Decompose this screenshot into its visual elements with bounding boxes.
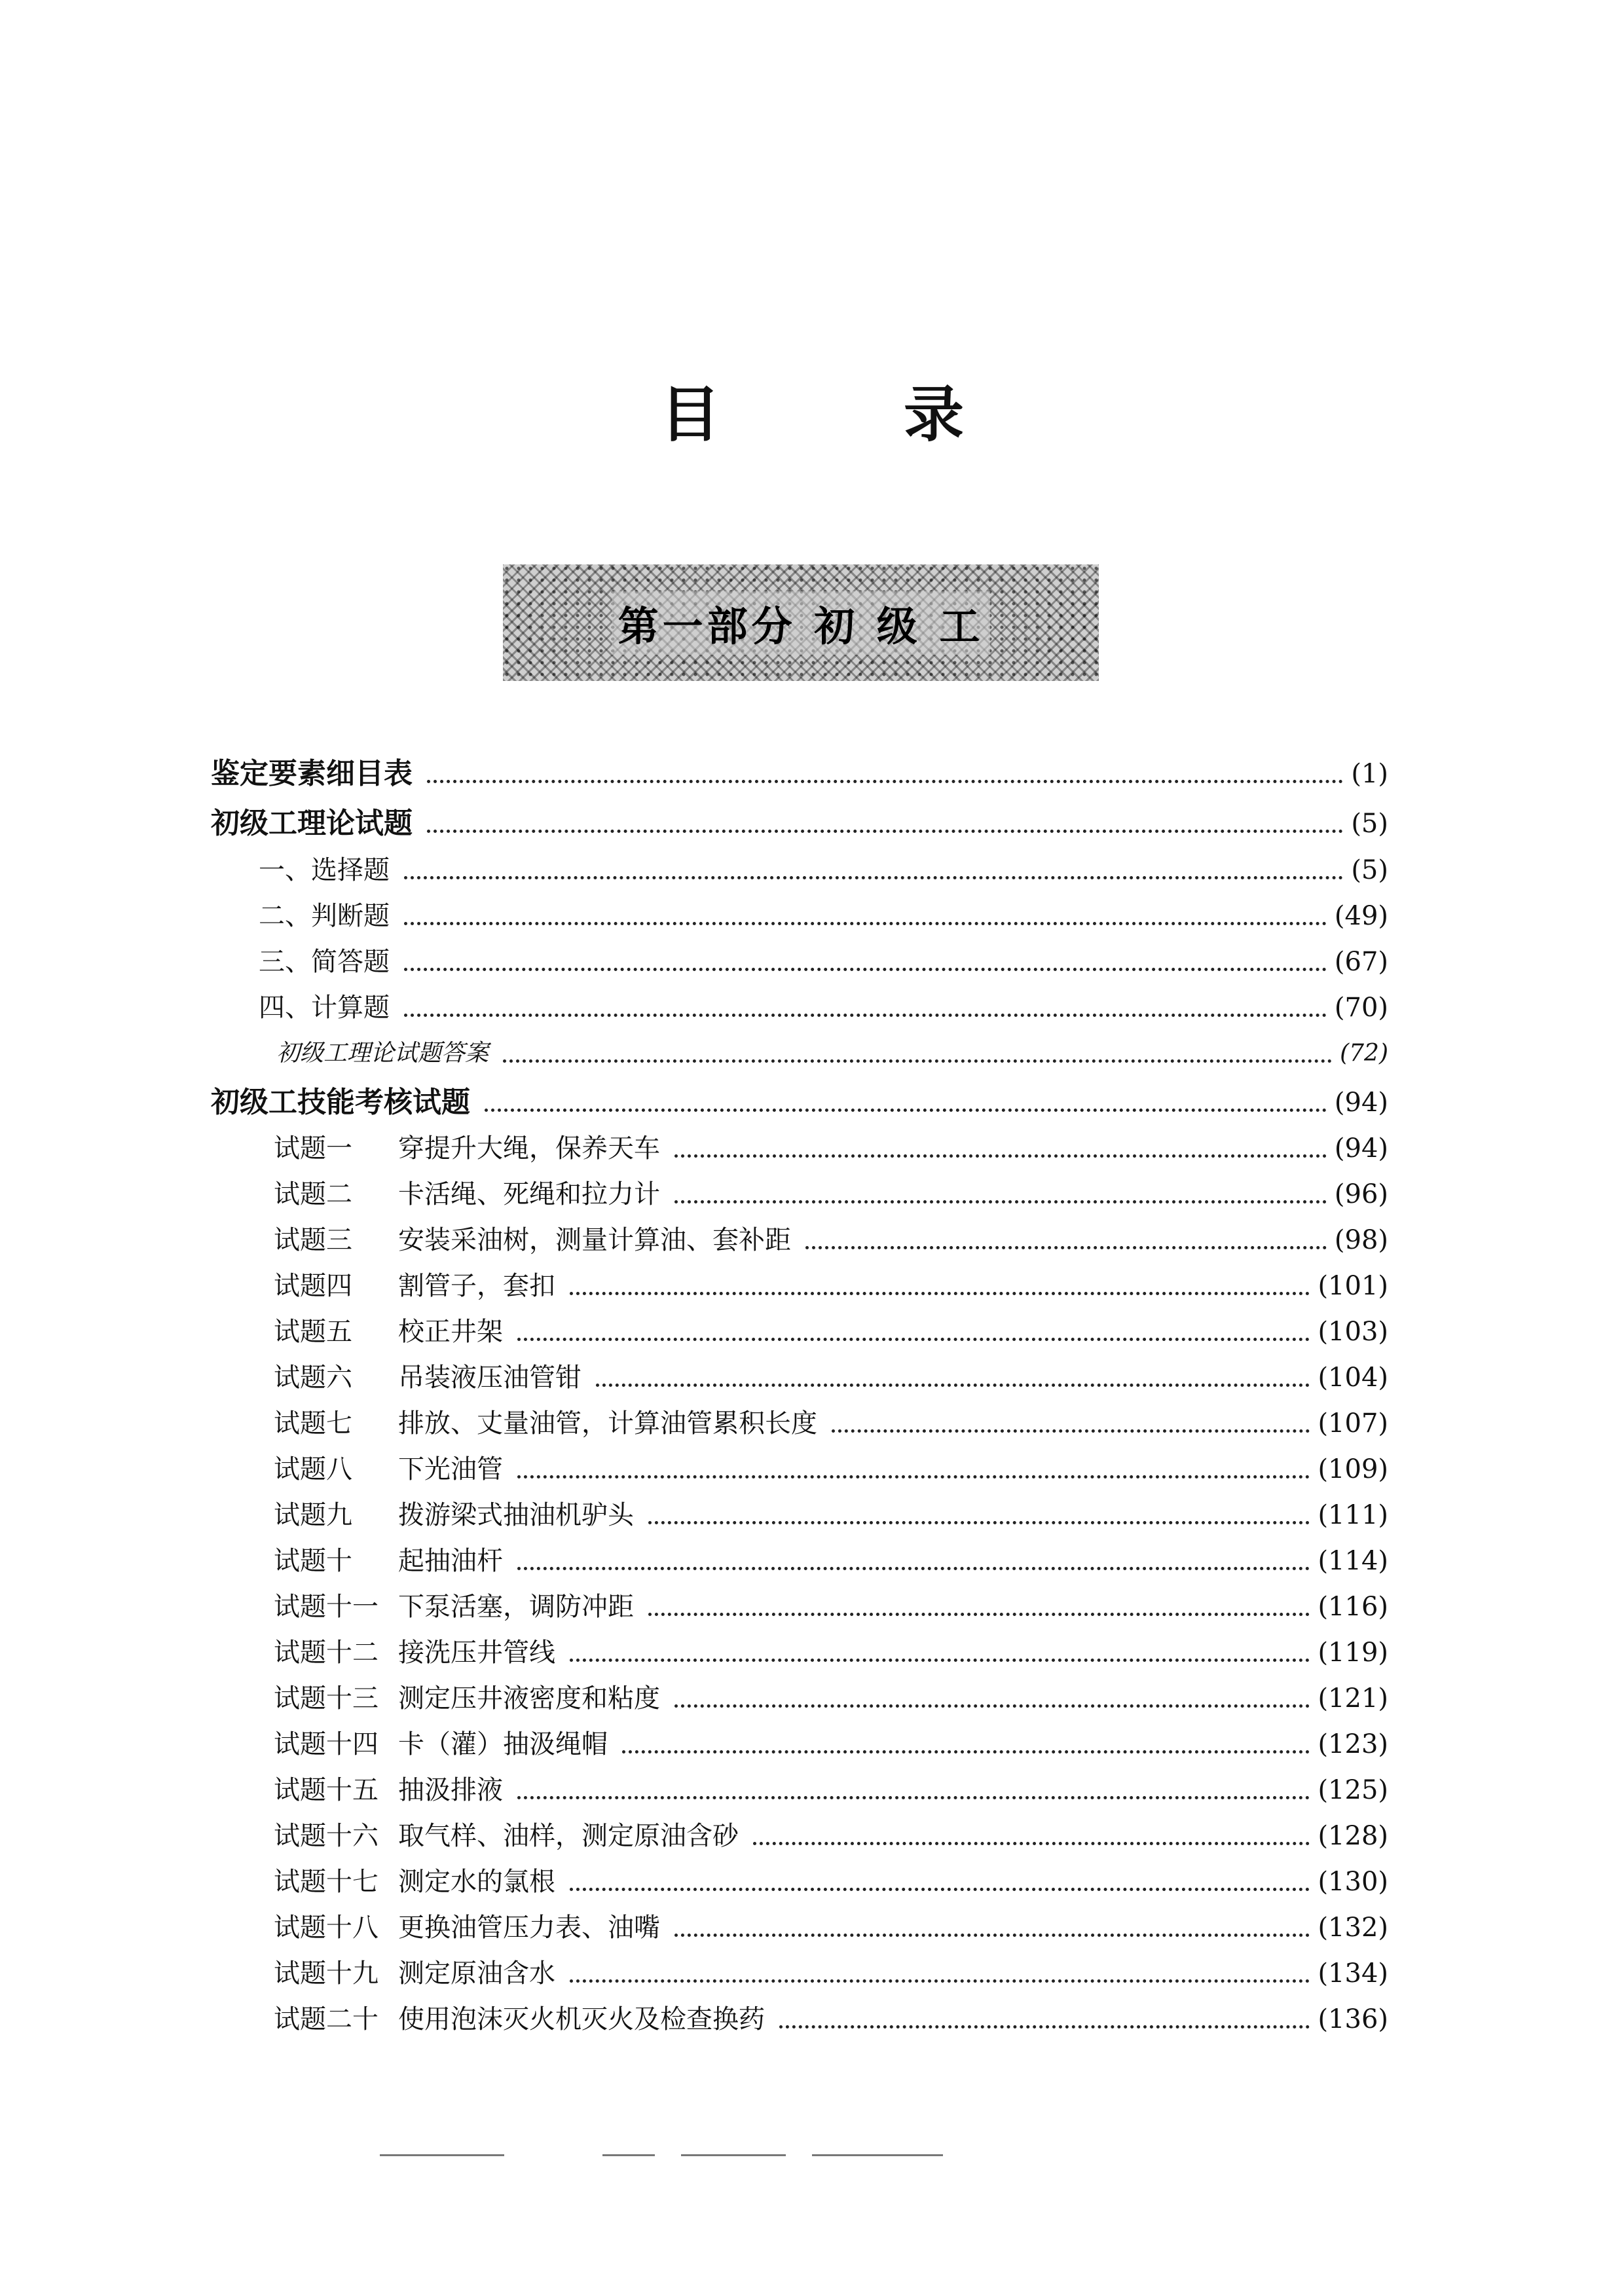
toc-entry-page: (5) — [1351, 809, 1388, 839]
test-number: 试题六 — [274, 1363, 352, 1393]
part-banner-label: 第一部分 初 级 工 — [612, 591, 991, 655]
dot-leader — [404, 922, 1327, 925]
toc-entry[interactable] — [259, 849, 1388, 889]
test-entry[interactable] — [274, 1723, 1388, 1763]
dot-leader — [832, 1429, 1310, 1433]
toc-entry-page: (94) — [1334, 1088, 1388, 1118]
test-number: 试题十五 — [274, 1775, 378, 1805]
test-entry[interactable] — [274, 1403, 1388, 1442]
dot-leader — [404, 876, 1343, 879]
dot-leader — [570, 1979, 1310, 1983]
test-title: 校正井架 — [398, 1317, 503, 1347]
dot-leader — [753, 1842, 1310, 1845]
test-title: 下泵活塞，调防冲距 — [398, 1592, 634, 1622]
test-page: (125) — [1318, 1775, 1388, 1805]
test-entry[interactable] — [274, 1861, 1388, 1900]
test-entry[interactable] — [274, 1219, 1388, 1258]
dot-leader — [503, 1059, 1332, 1063]
dot-leader — [570, 1659, 1310, 1662]
toc-entry[interactable] — [211, 1082, 1388, 1121]
dot-leader — [427, 780, 1343, 783]
test-entry[interactable] — [274, 1311, 1388, 1350]
toc-entry[interactable] — [211, 803, 1388, 842]
toc-entry-page: (1) — [1351, 759, 1388, 789]
test-page: (119) — [1318, 1638, 1388, 1668]
toc-entry-page: (49) — [1334, 901, 1388, 931]
test-entry[interactable] — [274, 1815, 1388, 1854]
test-title: 使用泡沫灭火机灭火及检查换药 — [398, 2004, 765, 2034]
test-title: 安装采油树，测量计算油、套补距 — [398, 1225, 791, 1255]
toc-entry-page: (67) — [1334, 947, 1388, 977]
dot-leader — [517, 1796, 1310, 1799]
scan-artifact — [380, 2154, 943, 2162]
toc-entry-page: (70) — [1334, 993, 1388, 1023]
test-entry[interactable] — [274, 1173, 1388, 1213]
test-title: 排放、丈量油管，计算油管累积长度 — [398, 1408, 817, 1439]
test-page: (123) — [1318, 1729, 1388, 1759]
test-page: (94) — [1334, 1133, 1388, 1164]
test-number: 试题一 — [274, 1133, 352, 1164]
dot-leader — [570, 1888, 1310, 1891]
test-title: 测定压井液密度和粘度 — [398, 1683, 660, 1714]
dot-leader — [517, 1475, 1310, 1478]
test-entry[interactable] — [274, 1953, 1388, 1992]
toc-entry-label: 一、选择题 — [259, 855, 390, 885]
test-number: 试题四 — [274, 1271, 352, 1301]
test-page: (101) — [1318, 1271, 1388, 1301]
test-page: (109) — [1318, 1454, 1388, 1484]
dot-leader — [779, 2025, 1310, 2029]
toc-entry[interactable] — [276, 1033, 1388, 1072]
test-number: 试题十三 — [274, 1683, 378, 1714]
test-page: (103) — [1318, 1317, 1388, 1347]
test-number: 试题十八 — [274, 1913, 378, 1943]
test-entry[interactable] — [274, 1586, 1388, 1625]
test-number: 试题五 — [274, 1317, 352, 1347]
test-number: 试题七 — [274, 1408, 352, 1439]
test-page: (107) — [1318, 1408, 1388, 1439]
test-page: (132) — [1318, 1913, 1388, 1943]
test-page: (130) — [1318, 1867, 1388, 1897]
test-number: 试题十一 — [274, 1592, 378, 1622]
toc-entry-label: 二、判断题 — [259, 901, 390, 931]
test-title: 起抽油杆 — [398, 1546, 503, 1576]
toc-entry-label: 三、简答题 — [259, 947, 390, 977]
dot-leader — [596, 1384, 1310, 1387]
toc-entry-label: 四、计算题 — [259, 993, 390, 1023]
test-title: 下光油管 — [398, 1454, 503, 1484]
test-page: (134) — [1318, 1958, 1388, 1989]
test-number: 试题八 — [274, 1454, 352, 1484]
test-title: 抽汲排液 — [398, 1775, 503, 1805]
test-entry[interactable] — [274, 1540, 1388, 1579]
test-entry[interactable] — [274, 1265, 1388, 1304]
test-number: 试题九 — [274, 1500, 352, 1530]
test-number: 试题十六 — [274, 1821, 378, 1851]
dot-leader — [404, 1014, 1327, 1017]
test-number: 试题十二 — [274, 1638, 378, 1668]
test-number: 试题二 — [274, 1179, 352, 1209]
test-title: 测定水的氯根 — [398, 1867, 555, 1897]
dot-leader — [648, 1521, 1310, 1524]
test-page: (114) — [1318, 1546, 1388, 1576]
toc-entry-label: 初级工技能考核试题 — [211, 1086, 470, 1119]
test-title: 卡（灌）抽汲绳帽 — [398, 1729, 608, 1759]
test-number: 试题十九 — [274, 1958, 378, 1989]
test-entry[interactable] — [274, 1907, 1388, 1946]
test-title: 拨游梁式抽油机驴头 — [398, 1500, 634, 1530]
toc-entry-page: (72) — [1340, 1040, 1388, 1067]
test-page: (98) — [1334, 1225, 1388, 1255]
dot-leader — [648, 1613, 1310, 1616]
toc-entry[interactable] — [259, 987, 1388, 1026]
test-title: 测定原油含水 — [398, 1958, 555, 1989]
test-title: 割管子，套扣 — [398, 1271, 555, 1301]
page-title-char-2: 录 — [904, 380, 965, 450]
toc-entry[interactable] — [259, 941, 1388, 980]
test-page: (96) — [1334, 1179, 1388, 1209]
dot-leader — [485, 1109, 1327, 1112]
test-page: (104) — [1318, 1363, 1388, 1393]
test-entry[interactable] — [274, 1357, 1388, 1396]
test-page: (136) — [1318, 2004, 1388, 2034]
test-entry[interactable] — [274, 1769, 1388, 1808]
test-number: 试题十四 — [274, 1729, 378, 1759]
test-title: 接洗压井管线 — [398, 1638, 555, 1668]
dot-leader — [517, 1567, 1310, 1570]
test-entry[interactable] — [274, 1998, 1388, 2038]
toc-entry-label: 鉴定要素细目表 — [211, 757, 413, 790]
test-number: 试题十七 — [274, 1867, 378, 1897]
test-title: 更换油管压力表、油嘴 — [398, 1913, 660, 1943]
toc-entry-label: 初级工理论试题答案 — [276, 1040, 489, 1067]
dot-leader — [570, 1292, 1310, 1295]
dot-leader — [674, 1154, 1327, 1158]
test-entry[interactable] — [274, 1678, 1388, 1717]
test-entry[interactable] — [274, 1494, 1388, 1533]
test-title: 卡活绳、死绳和拉力计 — [398, 1179, 660, 1209]
test-title: 穿提升大绳，保养天车 — [398, 1133, 660, 1164]
test-page: (128) — [1318, 1821, 1388, 1851]
test-page: (116) — [1318, 1592, 1388, 1622]
test-number: 试题三 — [274, 1225, 352, 1255]
dot-leader — [805, 1246, 1327, 1249]
toc-entry-label: 初级工理论试题 — [211, 807, 413, 840]
test-title: 取气样、油样，测定原油含砂 — [398, 1821, 739, 1851]
test-entry[interactable] — [274, 1632, 1388, 1671]
test-page: (121) — [1318, 1683, 1388, 1714]
dot-leader — [674, 1704, 1310, 1708]
test-title: 吊装液压油管钳 — [398, 1363, 581, 1393]
toc-entry[interactable] — [211, 753, 1388, 792]
dot-leader — [404, 968, 1327, 971]
dot-leader — [674, 1200, 1327, 1203]
dot-leader — [674, 1934, 1310, 1937]
test-number: 试题十 — [274, 1546, 352, 1576]
dot-leader — [427, 830, 1343, 833]
test-number: 试题二十 — [274, 2004, 378, 2034]
toc-entry-page: (5) — [1351, 855, 1388, 885]
test-entry[interactable] — [274, 1128, 1388, 1167]
test-page: (111) — [1318, 1500, 1388, 1530]
page-title-char-1: 目 — [659, 380, 720, 450]
dot-leader — [622, 1750, 1310, 1753]
dot-leader — [517, 1338, 1310, 1341]
test-entry[interactable] — [274, 1448, 1388, 1488]
toc-entry[interactable] — [259, 895, 1388, 934]
